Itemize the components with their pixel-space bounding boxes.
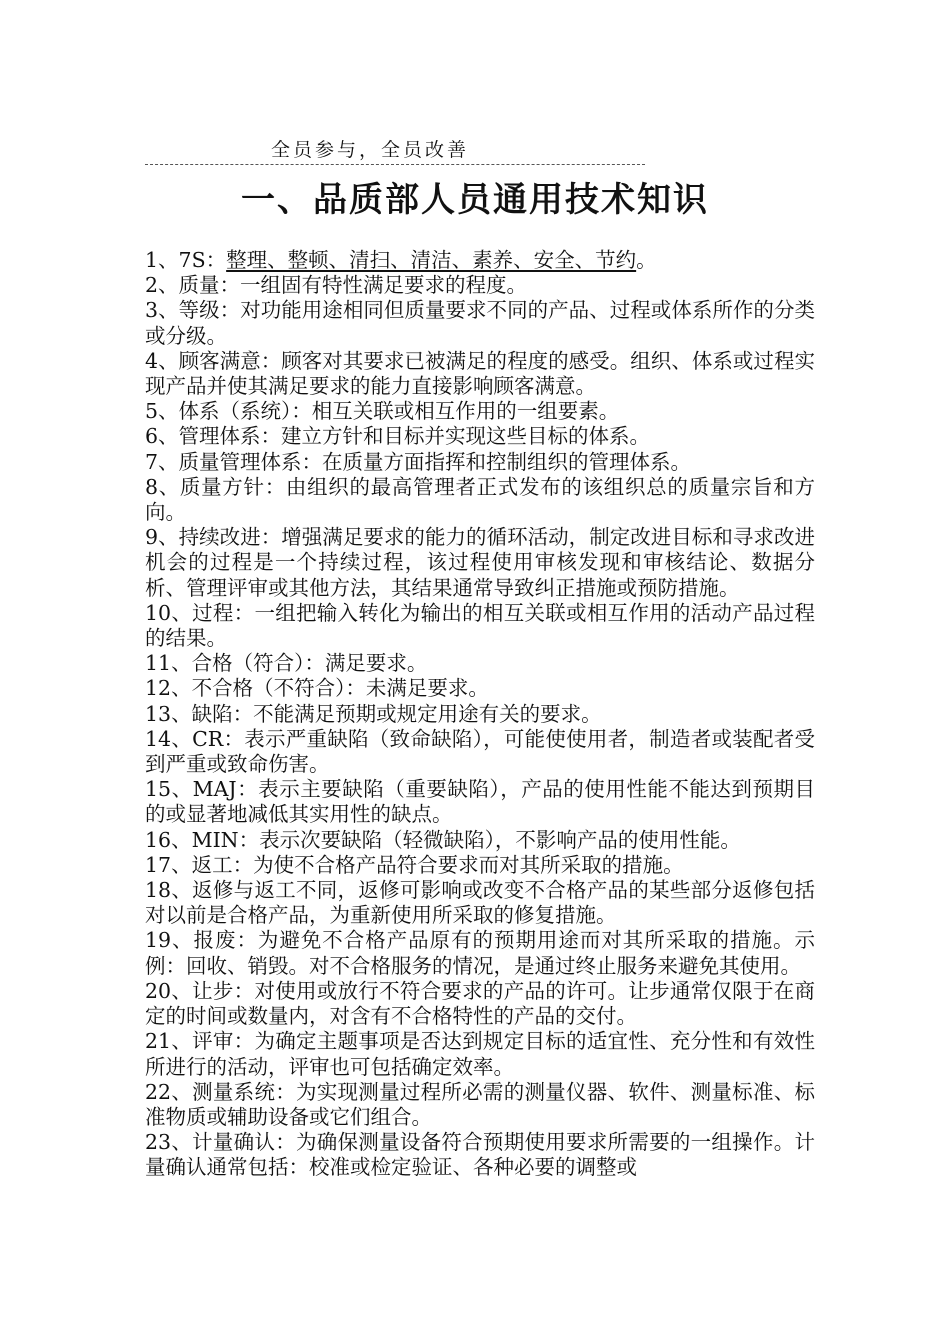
entry-1-underlined-list: 整理、整顿、清扫、清洁、素养、安全、节约 <box>226 248 637 272</box>
entry-15: 15、MAJ：表示主要缺陷（重要缺陷），产品的使用性能不能达到预期目的或显著地减低其实用性的缺点。 <box>145 777 815 827</box>
entry-17: 17、返工：为使不合格产品符合要求而对其所采取的措施。 <box>145 852 684 877</box>
entry-1-suffix: 。 <box>636 248 657 272</box>
entry-3: 3、等级：对功能用途相同但质量要求不同的产品、过程或体系所作的分类或分级。 <box>145 298 815 348</box>
header-motto-line <box>145 138 645 165</box>
document-body <box>145 248 815 1181</box>
entry-18: 18、返修与返工不同，返修可影响或改变不合格产品的某些部分返修包括对以前是合格产品，为重新使用所采取的修复措施。 <box>145 878 815 928</box>
entry-6: 6、管理体系：建立方针和目标并实现这些目标的体系。 <box>145 424 651 449</box>
entry-1 <box>145 248 815 273</box>
entry-20: 20、让步：对使用或放行不符合要求的产品的许可。让步通常仅限于在商定的时间或数量内，对含有不合格特性的产品的交付。 <box>145 978 815 1029</box>
entry-2: 2、质量：一组固有特性满足要求的程度。 <box>145 273 528 298</box>
entry-14: 14、CR：表示严重缺陷（致命缺陷），可能使使用者，制造者或装配者受到严重或致命伤害。 <box>145 726 815 777</box>
entry-12: 12、不合格（不符合）：未满足要求。 <box>145 676 489 701</box>
entry-8: 8、质量方针：由组织的最高管理者正式发布的该组织总的质量宗旨和方向。 <box>145 474 815 525</box>
entry-5: 5、体系（系统）：相互关联或相互作用的一组要素。 <box>145 399 620 424</box>
entry-1-prefix: 1、7S： <box>145 248 227 272</box>
document-title: 一、品质部人员通用技术知识 <box>241 180 709 220</box>
entry-7: 7、质量管理体系：在质量方面指挥和控制组织的管理体系。 <box>145 449 692 474</box>
entry-9: 9、持续改进：增强满足要求的能力的循环活动，制定改进目标和寻求改进机会的过程是一个持续过程，该过程使用审核发现和审核结论、数据分析、管理评审或其他方法，其结果通常导致纠正措施或预防措施。 <box>145 525 815 600</box>
entry-19: 19、报废：为避免不合格产品原有的预期用途而对其所采取的措施。示例：回收、销毁。对不合格服务的情况，是通过终止服务来避免其使用。 <box>145 928 815 978</box>
header-motto-text: 全员参与，全员改善 <box>271 139 470 161</box>
entry-4: 4、顾客满意：顾客对其要求已被满足的程度的感受。组织、体系或过程实现产品并使其满足要求的能力直接影响顾客满意。 <box>145 348 815 399</box>
entry-10: 10、过程：一组把输入转化为输出的相互关联或相互作用的活动产品过程的结果。 <box>145 600 815 651</box>
entry-13: 13、缺陷：不能满足预期或规定用途有关的要求。 <box>145 701 602 726</box>
entry-21: 21、评审：为确定主题事项是否达到规定目标的适宜性、充分性和有效性所进行的活动，评审也可包括确定效率。 <box>145 1029 815 1079</box>
entry-16: 16、MIN：表示次要缺陷（轻微缺陷），不影响产品的使用性能。 <box>145 827 741 852</box>
entry-11: 11、合格（符合）：满足要求。 <box>145 651 428 676</box>
entry-23: 23、计量确认：为确保测量设备符合预期使用要求所需要的一组操作。计量确认通常包括：校准或检定验证、各种必要的调整或 <box>145 1130 815 1180</box>
entry-22: 22、测量系统：为实现测量过程所必需的测量仪器、软件、测量标准、标准物质或辅助设备或它们组合。 <box>145 1079 815 1129</box>
